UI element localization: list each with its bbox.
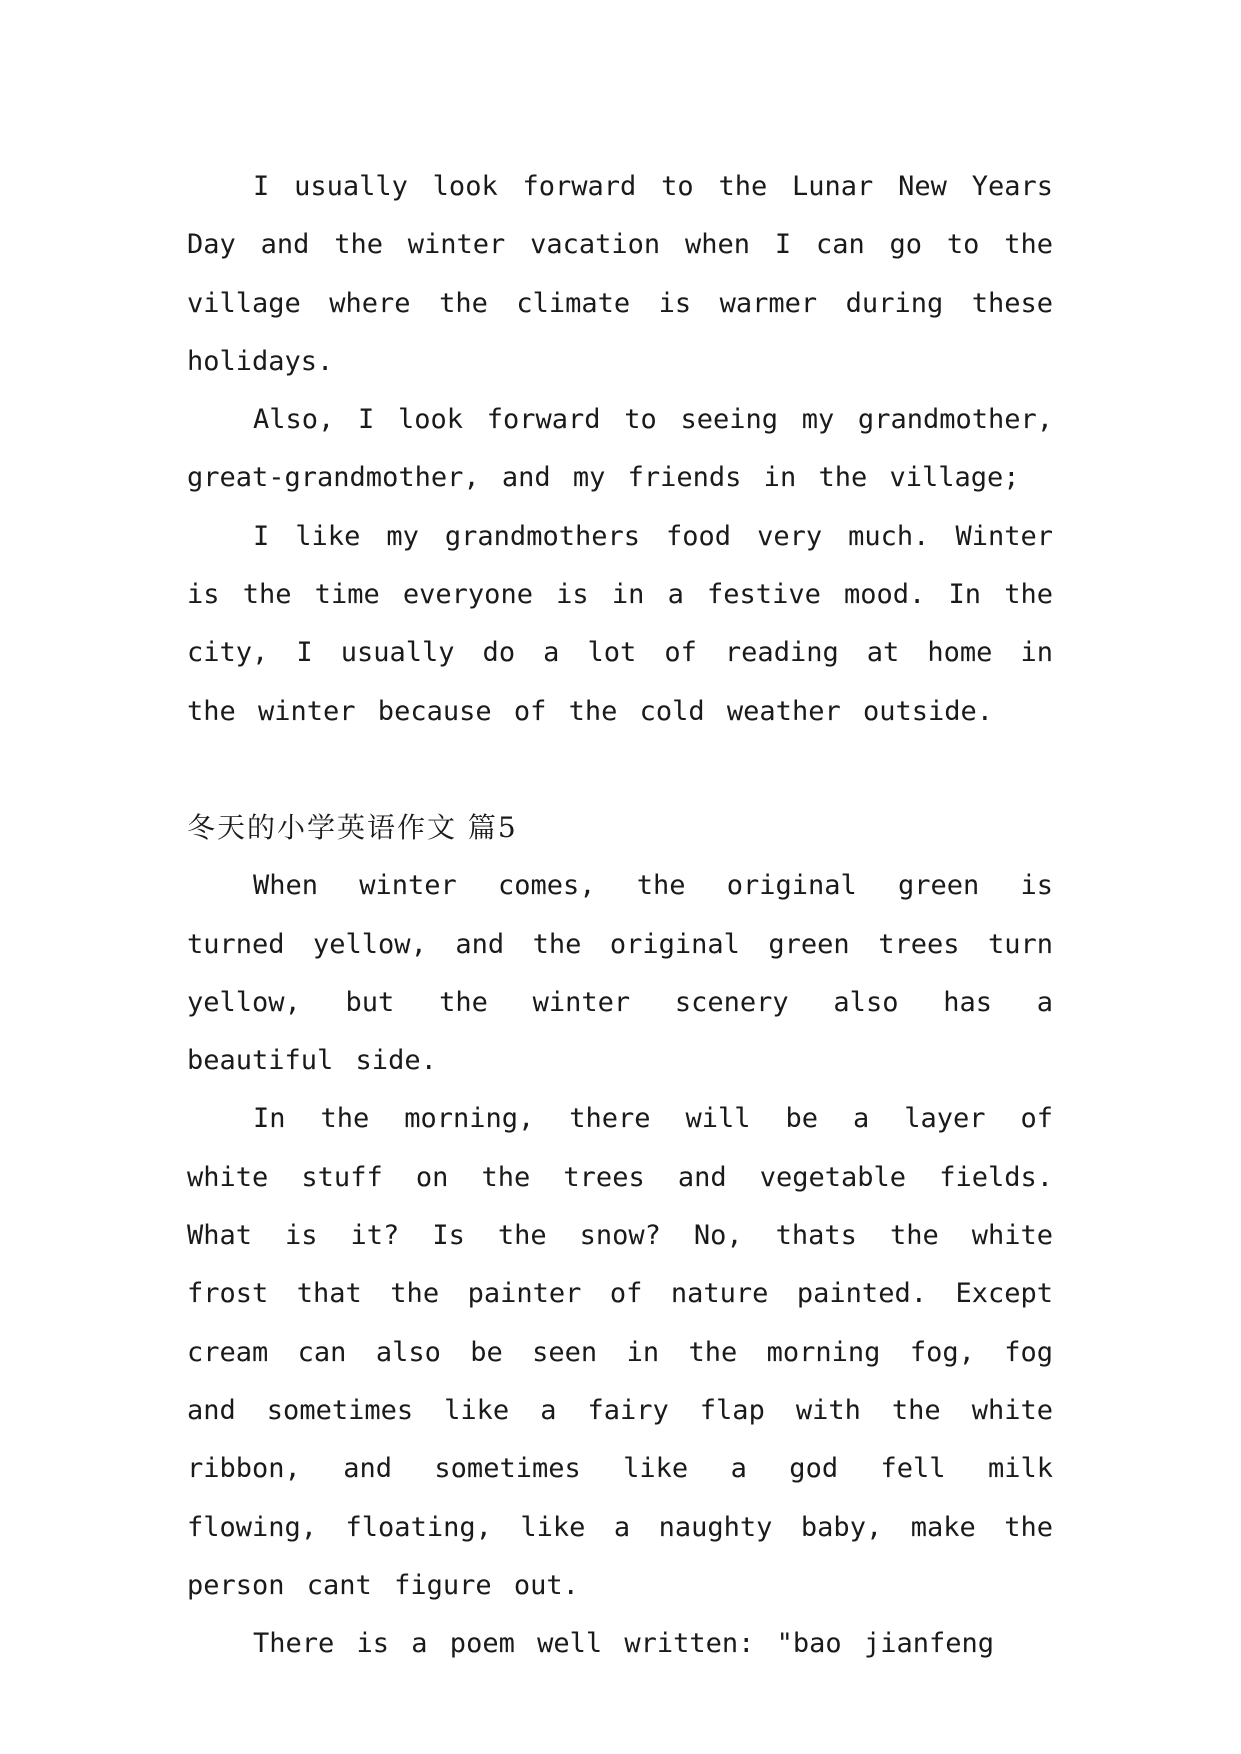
document-body <box>187 158 1053 1673</box>
paragraph: In the morning, there will be a layer of white stuff on the trees and vegetable fields. What is it? Is the snow? No, thats the white frost that the painter of nature painted. Except cream can also be seen in the morning fog, fog and sometimes like a fairy flap with the white ribbon, and sometimes like a god fell milk flowing, floating, like a naughty baby, make the person cant figure out. <box>187 1103 1053 1601</box>
paragraph: There is a poem well written: "bao jianfeng <box>253 1628 994 1660</box>
section-heading: 冬天的小学英语作文 篇5 <box>187 810 518 844</box>
paragraph: Also, I look forward to seeing my grandmother, great-grandmother, and my friends in the village; <box>187 404 1053 494</box>
paragraph: I usually look forward to the Lunar New Years Day and the winter vacation when I can go to the village where the climate is warmer during these holidays. <box>187 171 1053 377</box>
paragraph: I like my grandmothers food very much. Winter is the time everyone is in a festive mood. In the city, I usually do a lot of reading at home in the winter because of the cold weather outside. <box>187 520 1053 727</box>
paragraph: When winter comes, the original green is turned yellow, and the original green trees turn yellow, but the winter scenery also has a beautiful side. <box>187 870 1053 1077</box>
